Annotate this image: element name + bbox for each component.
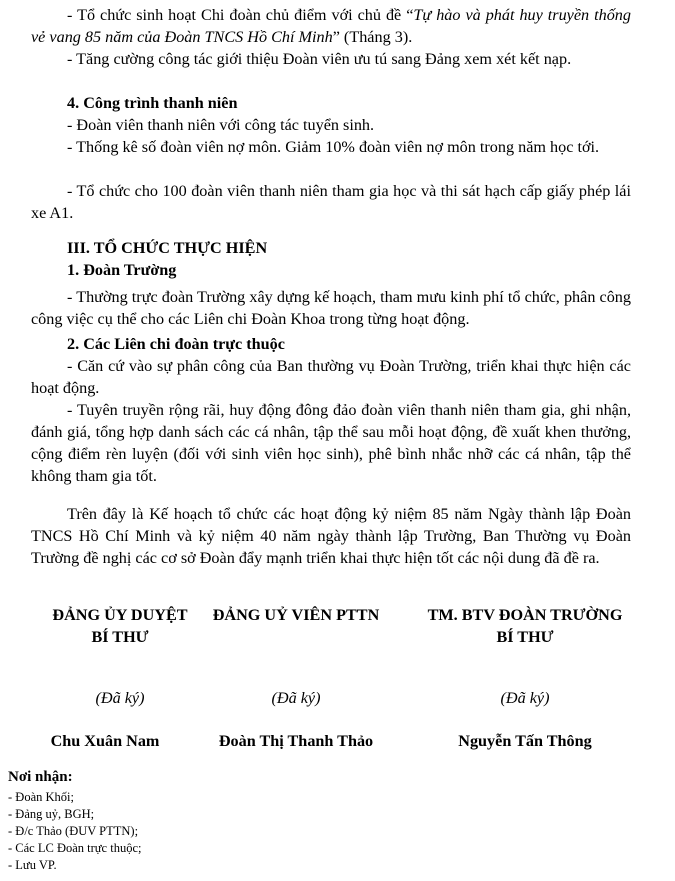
signature-heading-pttn — [196, 604, 396, 626]
recipient-item: - Đoàn Khối; — [8, 790, 74, 804]
signature-title: ĐẢNG UỶ VIÊN PTTN — [212, 606, 380, 624]
recipient-item: - Đ/c Thảo (ĐUV PTTN); — [8, 824, 139, 838]
list-item: - Thống kê số đoàn viên nợ môn. Giảm 10% đoàn viên nợ môn trong năm học tới. — [67, 138, 600, 156]
signed-note: (Đã ký) — [500, 689, 550, 707]
section-3-title: III. TỔ CHỨC THỰC HIỆN — [67, 239, 268, 257]
signer-name: Chu Xuân Nam — [50, 732, 160, 750]
signature-title: ĐẢNG ỦY DUYỆT — [52, 606, 188, 624]
subsection-1-title: 1. Đoàn Trường — [67, 261, 177, 279]
signed-note: (Đã ký) — [95, 689, 145, 707]
recipient-item: - Đảng uỷ, BGH; — [8, 807, 95, 821]
recipients-title: Nơi nhận: — [8, 769, 73, 785]
recipient-item: - Các LC Đoàn trực thuộc; — [8, 841, 142, 855]
paragraph-party-intro: - Tăng cường công tác giới thiệu Đoàn viên ưu tú sang Đảng xem xét kết nạp. — [67, 50, 572, 68]
list-item: - Đoàn viên thanh niên với công tác tuyển sinh. — [67, 116, 375, 134]
signer-name: Nguyễn Tấn Thông — [458, 732, 592, 750]
paragraph-youth-activity — [31, 4, 631, 48]
list-item: - Tuyên truyền rộng rãi, huy động đông đảo đoàn viên thanh niên tham gia, ghi nhận, đánh giá, tổng hợp danh sách các cá nhân, tập thể sau mỗi hoạt động, đề xuất khen thưởng, cộng điểm rèn luyện (đối với sinh viên học sinh), phê bình nhắc nhỡ các cá nhân, tập thể không tham gia tốt. — [31, 401, 631, 485]
section-4-title: 4. Công trình thanh niên — [67, 94, 238, 112]
subsection-2-title: 2. Các Liên chi đoàn trực thuộc — [67, 335, 285, 353]
text: - Tổ chức sinh hoạt Chi đoàn chủ điểm với chủ đề “ — [67, 6, 414, 24]
signature-title: TM. BTV ĐOÀN TRƯỜNG — [427, 606, 623, 624]
signature-heading-btv — [400, 604, 650, 648]
list-item: - Thường trực đoàn Trường xây dựng kế hoạch, tham mưu kinh phí tổ chức, phân công công việc cụ thể cho các Liên chi Đoàn Khoa trong từng hoạt động. — [31, 288, 631, 328]
closing-paragraph: Trên đây là Kế hoạch tổ chức các hoạt động kỷ niệm 85 năm Ngày thành lập Đoàn TNCS Hồ Chí Minh và kỷ niệm 40 năm ngày thành lập Trường, Ban Thường vụ Đoàn Trường đề nghị các cơ sở Đoàn đẩy mạnh triển khai thực hiện tốt các nội dung đã đề ra. — [31, 505, 631, 567]
list-item: - Căn cứ vào sự phân công của Ban thường vụ Đoàn Trường, triển khai thực hiện các hoạt động. — [31, 357, 631, 397]
theme-quote: Tự hào và phát huy truyền thống vẻ vang 85 năm của Đoàn TNCS Hồ Chí Minh — [31, 6, 631, 46]
signature-role: BÍ THƯ — [496, 628, 554, 646]
recipient-item: - Lưu VP. — [8, 858, 57, 872]
signature-role: BÍ THƯ — [91, 628, 149, 646]
signed-note: (Đã ký) — [271, 689, 321, 707]
signer-name: Đoàn Thị Thanh Thảo — [218, 732, 374, 750]
list-item: - Tổ chức cho 100 đoàn viên thanh niên tham gia học và thi sát hạch cấp giấy phép lái xe A1. — [31, 182, 631, 222]
signature-heading-party — [20, 604, 220, 648]
text: ” (Tháng 3). — [332, 28, 413, 46]
